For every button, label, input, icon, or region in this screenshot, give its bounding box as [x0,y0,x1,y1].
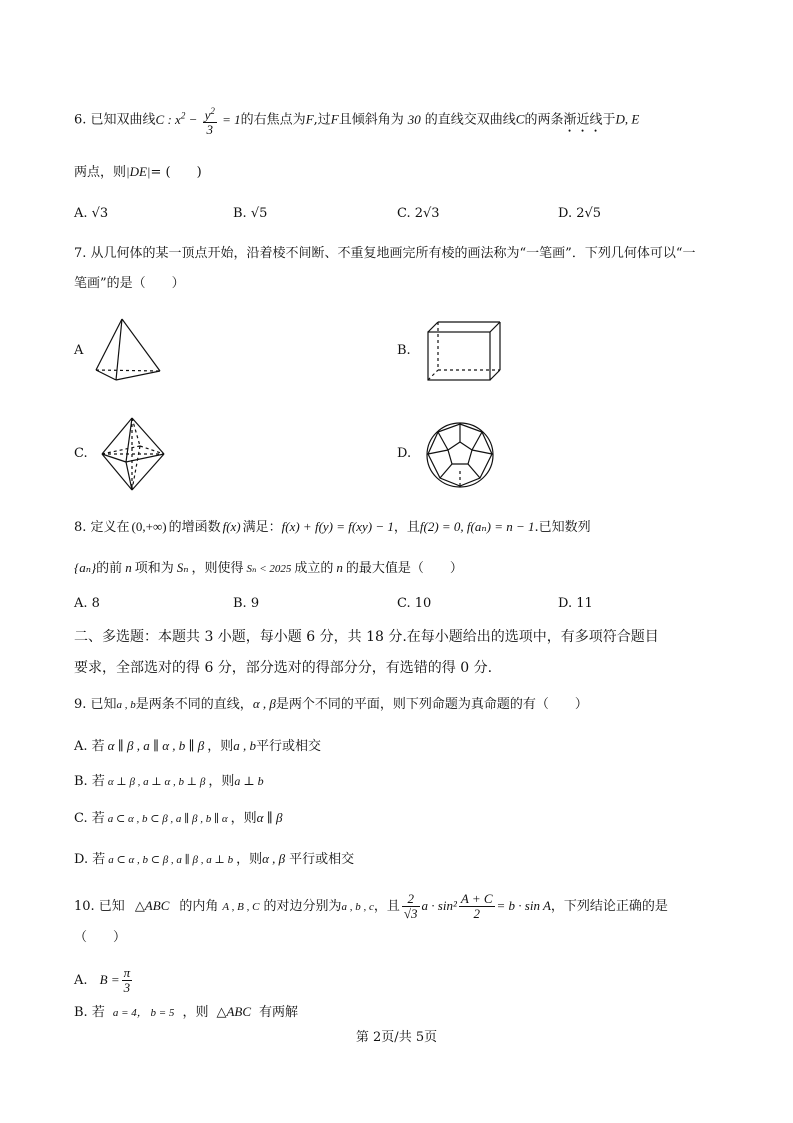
q6-option-a: A. √3 [74,206,109,221]
q7-label-b: B. [397,343,411,358]
q9-stem: 9. 已知a , b是两条不同的直线，α , β是两个不同的平面，则下列命题为真命题的有（ ） [74,696,588,712]
q6-line1: 6. 已知双曲线C : $x^2$ − $\frac{y^2}{3}$ = 1的右焦点为F,过F且倾斜角为 30 的直线交双曲线C的两条渐近线于D, E [74,106,640,138]
q7-label-c: C. [74,446,88,461]
q8-option-b: B. 9 [233,596,260,611]
q8-line1: 8. 定义在 (0,+∞) 的增函数 f(x) 满足：f(x) + f(y) = f(xy) − 1，且f(2) = 0, f(aₙ) = n − 1.已知数列 [74,519,591,535]
q7-label-d: D. [397,446,412,461]
section2-heading-line1: 二、多选题：本题共 3 小题，每小题 6 分，共 18 分.在每小题给出的选项中，有多项符合题目 [74,629,659,645]
q7-line1: 7. 从几何体的某一顶点开始，沿着棱不间断、不重复地画完所有棱的画法称为“一笔画”．下列几何体可以“一 [74,246,696,261]
q9-option-d: D. 若 a ⊂ α , b ⊂ β , a ∥ β , a ⊥ b ，则α , β 平行或相交 [74,851,355,867]
q10-paren: （ ） [74,930,127,945]
q9-option-a: A. 若 α ∥ β , a ∥ α , b ∥ β ，则a , b平行或相交 [74,738,322,754]
octahedron-figure [98,416,168,492]
dodecahedron-figure [424,420,496,490]
q10-frac-2-over-sqrt3: $\frac{2}{√3}$ [403,891,418,921]
q10-option-b: B. 若 a = 4， b = 5 ，则 △ABC 有两解 [74,1004,299,1020]
q9-option-b: B. 若 α ⊥ β , a ⊥ α , b ⊥ β ，则a ⊥ b [74,774,264,789]
q6-option-b: B. √5 [233,206,268,221]
q10-option-a: A. B = $\frac{\pi}{3}$ [74,965,131,995]
q6-hyperbola-eq: C : $x^2$ − $\frac{y^2}{3}$ = 1 [155,106,241,138]
q6-option-c: C. 2√3 [397,206,440,221]
q6-line2: 两点，则|DE|= ( ) [74,164,202,180]
cube-figure [424,320,504,384]
q8-option-a: A. 8 [74,596,100,611]
q6-emphasis: 渐近线 [563,112,603,128]
q8-line2: {aₙ}的前 n 项和为 Sₙ ，则使得 Sₙ < 2025 成立的 n 的最大值是（ ） [74,560,463,576]
q9-option-c: C. 若 a ⊂ α , b ⊂ β , a ∥ β , b ∥ α ，则α ∥ β [74,810,283,826]
q10-stem: 10. 已知 △ABC 的内角 A , B , C 的对边分别为a , b , c，且 $\frac{2}{√3}$ a · sin² $\frac{A + C}{2}$ = b · sin A，下列结论正确的是 [74,891,668,921]
q6-option-d: D. 2√5 [558,206,602,221]
tetrahedron-figure [92,316,164,382]
q8-option-d: D. 11 [558,596,593,611]
q8-option-c: C. 10 [397,596,432,611]
section2-heading-line2: 要求，全部选对的得 6 分，部分选对的得部分分，有选错的得 0 分. [74,660,493,676]
q10-frac-pi-3: $\frac{\pi}{3}$ [123,965,131,995]
q7-label-a: A [74,343,84,358]
q7-line2: 笔画”的是（ ） [74,276,185,291]
q10-frac-half-angle: $\frac{A + C}{2}$ [460,891,493,921]
page-number: 第 2页/共 5页 [355,1030,438,1045]
